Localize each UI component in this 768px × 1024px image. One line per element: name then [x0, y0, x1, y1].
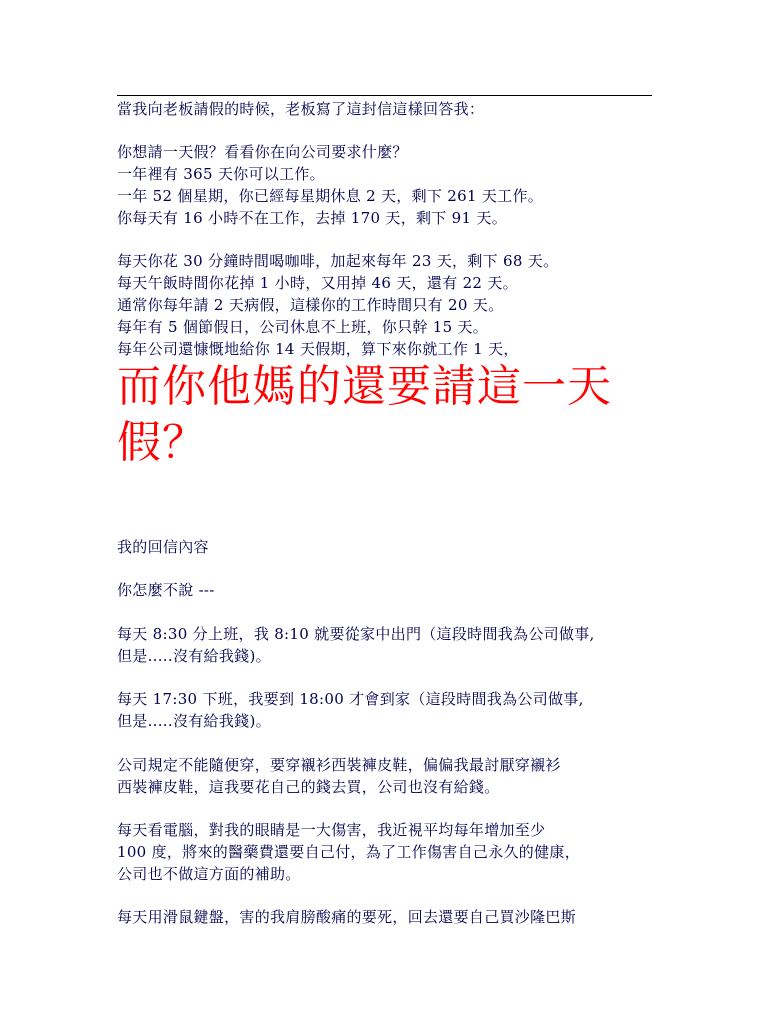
letter-line: 每天你花 30 分鐘時間喝咖啡，加起來每年 23 天，剩下 68 天。	[117, 252, 559, 270]
reply-line: 100 度，將來的醫藥費還要自己付，為了工作傷害自己永久的健康，	[117, 843, 581, 861]
letter-line: 一年裡有 365 天你可以工作。	[117, 165, 325, 183]
letter-line: 每天午飯時間你花掉 1 小時，又用掉 46 天，還有 22 天。	[117, 274, 518, 292]
reply-line: 西裝褲皮鞋，這我要花自己的錢去買，公司也沒有給錢。	[117, 778, 500, 796]
letter-line: 你每天有 16 小時不在工作，去掉 170 天，剩下 91 天。	[117, 209, 508, 227]
letter-line: 每年公司還慷慨地給你 14 天假期，算下來你就工作 1 天，	[117, 340, 519, 358]
reply-line: 每天用滑鼠鍵盤，害的我肩膀酸痛的要死，回去還要自己買沙隆巴斯	[117, 908, 577, 926]
reply-line: 公司規定不能隨便穿，要穿襯衫西裝褲皮鞋，偏偏我最討厭穿襯衫	[117, 756, 561, 774]
reply-line: 每天 17:30 下班，我要到 18:00 才會到家（這段時間我為公司做事,	[117, 690, 584, 708]
reply-line: 但是.....沒有給我錢)。	[117, 712, 271, 730]
reply-line: 但是.....沒有給我錢)。	[117, 647, 271, 665]
letter-line: 一年 52 個星期，你已經每星期休息 2 天，剩下 261 天工作。	[117, 187, 544, 205]
reply-line: 每天看電腦，對我的眼睛是一大傷害，我近視平均每年增加至少	[117, 821, 546, 839]
letter-intro: 當我向老板請假的時候，老板寫了這封信這樣回答我：	[117, 100, 485, 118]
reply-title: 我的回信內容	[117, 538, 209, 556]
letter-line: 每年有 5 個節假日，公司休息不上班，你只幹 15 天。	[117, 318, 489, 336]
reply-opening: 你怎麼不說 ---	[117, 581, 215, 599]
letter-line: 你想請一天假？看看你在向公司要求什麼？	[117, 143, 408, 161]
letter-headline: 而你他媽的還要請這一天假？	[117, 361, 612, 468]
reply-line: 每天 8:30 分上班，我 8:10 就要從家中出門（這段時間我為公司做事,	[117, 625, 595, 643]
top-divider	[117, 95, 652, 96]
letter-line: 通常你每年請 2 天病假，這樣你的工作時間只有 20 天。	[117, 296, 504, 314]
reply-line: 公司也不做這方面的補助。	[117, 865, 301, 883]
